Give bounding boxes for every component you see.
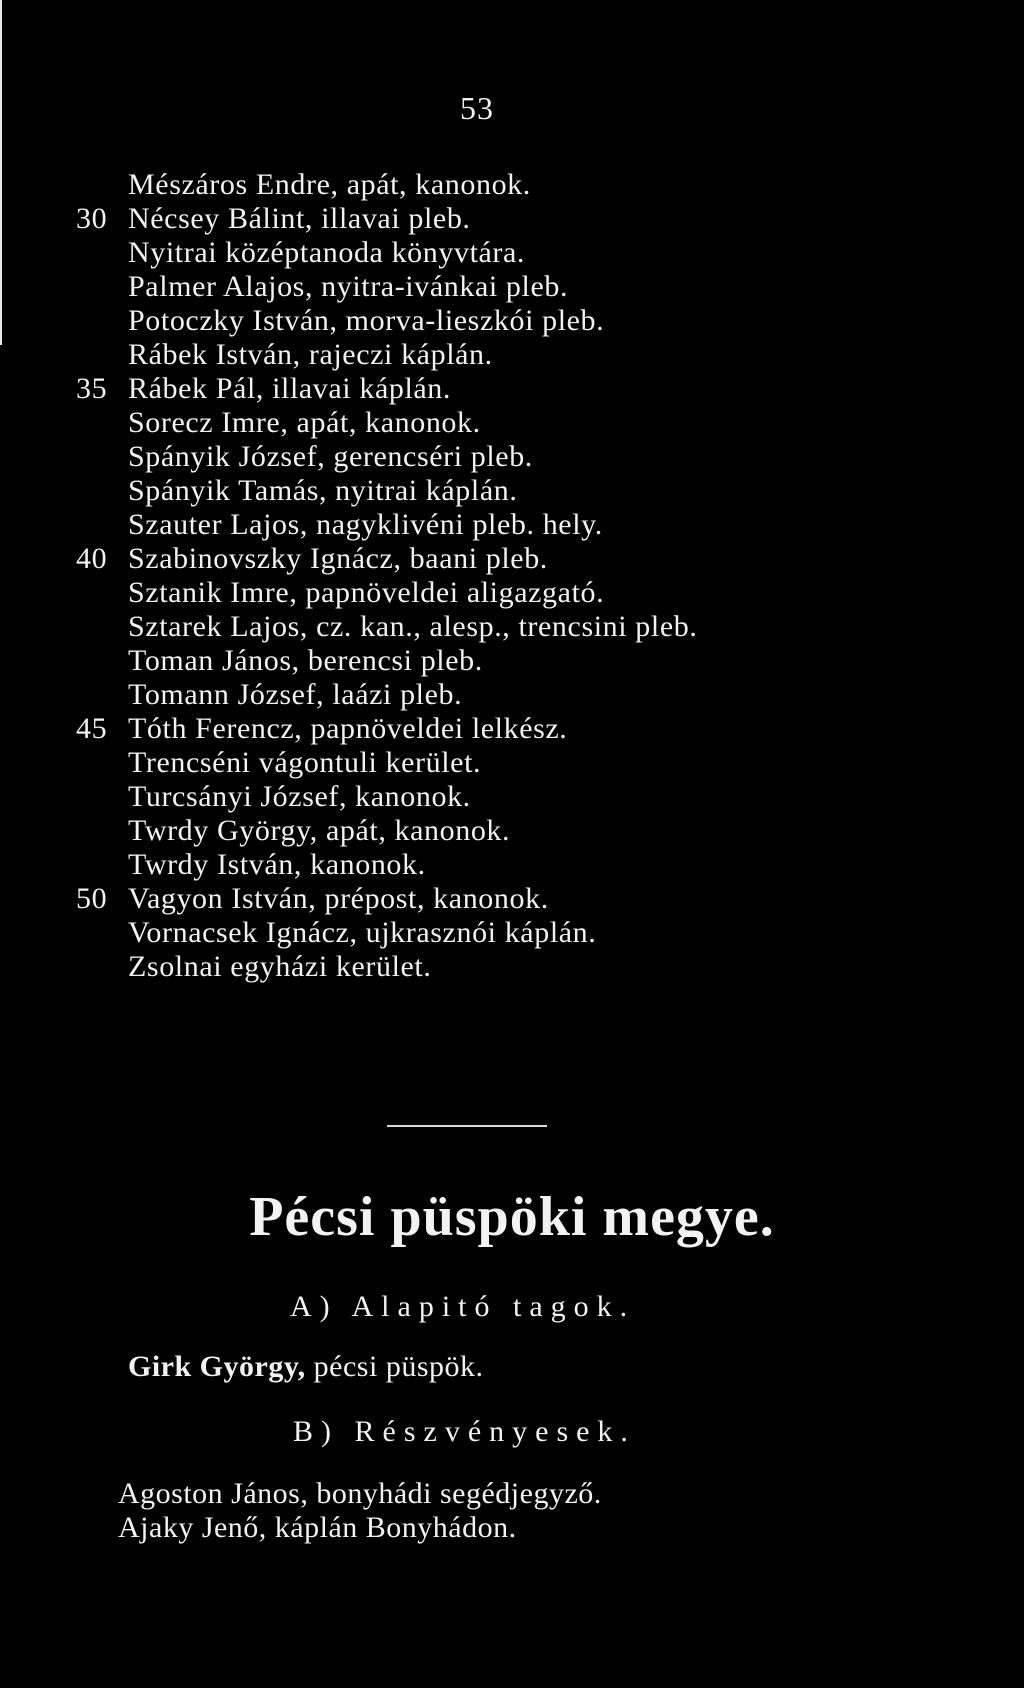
- entry-text: Szabinovszky Ignácz, baani pleb.: [128, 542, 548, 575]
- list-item: [72, 950, 1012, 984]
- entry-text: Vornacsek Ignácz, ujkrasznói káplán.: [128, 916, 597, 949]
- entry-text: Spányik József, gerencséri pleb.: [128, 440, 533, 473]
- entry-text: Sztarek Lajos, cz. kan., alesp., trencsini pleb.: [128, 610, 698, 643]
- shareholder-entry: Ajaky Jenő, káplán Bonyhádon.: [118, 1511, 517, 1544]
- list-item: [72, 202, 1012, 236]
- entry-text: Spányik Tamás, nyitrai káplán.: [128, 474, 518, 507]
- page-number: 53: [460, 90, 494, 126]
- list-item: [72, 848, 1012, 882]
- entry-text: Rábek István, rajeczi káplán.: [128, 338, 493, 371]
- line-number: 50: [76, 882, 108, 915]
- entry-text: Nyitrai középtanoda könyvtára.: [128, 236, 526, 269]
- entry-text: Szauter Lajos, nagyklivéni pleb. hely.: [128, 508, 603, 541]
- page-edge-line: [0, 0, 2, 345]
- entry-text: Turcsányi József, kanonok.: [128, 780, 471, 813]
- founders-subheading: A) Alapitó tagok.: [290, 1290, 636, 1323]
- list-item: [72, 338, 1012, 372]
- entry-text: Trencséni vágontuli kerület.: [128, 746, 482, 779]
- list-item: [72, 780, 1012, 814]
- member-list: [72, 168, 1012, 984]
- entry-text: Sztanik Imre, papnöveldei aligazgató.: [128, 576, 605, 609]
- list-item: [72, 814, 1012, 848]
- shareholder-list: [118, 1477, 602, 1545]
- entry-text: Twrdy István, kanonok.: [128, 848, 426, 881]
- founder-role: pécsi püspök.: [305, 1350, 484, 1383]
- line-number: 45: [76, 712, 108, 745]
- entry-text: Potoczky István, morva-lieszkói pleb.: [128, 304, 605, 337]
- line-number: 40: [76, 542, 108, 575]
- list-item: [72, 746, 1012, 780]
- entry-text: Zsolnai egyházi kerület.: [128, 950, 432, 983]
- shareholders-subheading: B) Részvényesek.: [293, 1415, 636, 1448]
- list-item: [72, 644, 1012, 678]
- entry-text: Mészáros Endre, apát, kanonok.: [128, 168, 531, 201]
- list-item: [72, 304, 1012, 338]
- list-item: [72, 372, 1012, 406]
- list-item: [72, 236, 1012, 270]
- entry-text: Nécsey Bálint, illavai pleb.: [128, 202, 471, 235]
- founder-entry: [128, 1350, 484, 1384]
- list-item: [72, 440, 1012, 474]
- section-divider: [387, 1125, 547, 1127]
- list-item: [72, 712, 1012, 746]
- entry-text: Tóth Ferencz, papnöveldei lelkész.: [128, 712, 568, 745]
- list-item: [72, 576, 1012, 610]
- entry-text: Palmer Alajos, nyitra-ivánkai pleb.: [128, 270, 569, 303]
- entry-text: Tomann József, laázi pleb.: [128, 678, 463, 711]
- shareholder-entry: Agoston János, bonyhádi segédjegyző.: [118, 1477, 602, 1510]
- list-item: [72, 406, 1012, 440]
- entry-text: Vagyon István, prépost, kanonok.: [128, 882, 549, 915]
- list-item: [72, 508, 1012, 542]
- list-item: [72, 270, 1012, 304]
- list-item: [72, 474, 1012, 508]
- list-item: [72, 882, 1012, 916]
- section-title: Pécsi püspöki megye.: [249, 1186, 775, 1248]
- entry-text: Twrdy György, apát, kanonok.: [128, 814, 511, 847]
- line-number: 30: [76, 202, 108, 235]
- line-number: 35: [76, 372, 108, 405]
- entry-text: Toman János, berencsi pleb.: [128, 644, 483, 677]
- list-item: [72, 678, 1012, 712]
- list-item: [72, 610, 1012, 644]
- founder-name: Girk György,: [128, 1350, 306, 1383]
- list-item: [72, 168, 1012, 202]
- list-item: [72, 542, 1012, 576]
- entry-text: Sorecz Imre, apát, kanonok.: [128, 406, 481, 439]
- list-item: [72, 916, 1012, 950]
- entry-text: Rábek Pál, illavai káplán.: [128, 372, 452, 405]
